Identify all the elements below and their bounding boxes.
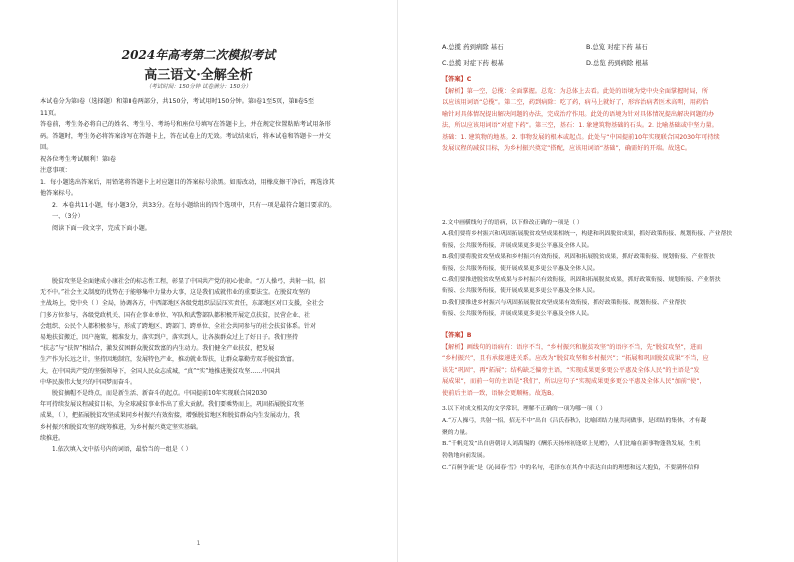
q2-option-line: 衔接、公共服务衔接，并展成果更多更公平惠及全体人民。 bbox=[442, 311, 593, 318]
intro-block bbox=[40, 96, 381, 234]
analysis-line: 展成果”，而前一句的主语是“我们”，所以应句子“实现成果更多更公平惠及全体人民”加前“使”， bbox=[442, 378, 706, 385]
analysis-line: 基础：1. 建筑物的地基。2. 事物发展的根本或起点。此处与“中国提前10年实现联合国2030年可持续 bbox=[442, 133, 720, 141]
question-3: 3.以下对成文相关的文学常识，理解不正确的一项为哪一项（ ） bbox=[442, 406, 606, 412]
q2-option-line: D.我们要推进乡村振兴与巩固拓展脱贫攻坚成果有效衔接，抓好政策衔接、规划衔接、产业帮扶 bbox=[442, 299, 686, 306]
q1-option-b: B.总览 对症下药 基石 bbox=[586, 43, 648, 51]
answer-label: 【答案】C bbox=[442, 76, 472, 83]
q3-option-line: C.“百舸争流”是《沁园春·雪》中的名句，毛泽东在其作中表达自由的理想和远大抱负，不要满怀信仰 bbox=[442, 464, 700, 471]
intro-line: 回。 bbox=[40, 144, 53, 151]
section-heading: 一、（3分） bbox=[52, 213, 84, 220]
answer-block-2 bbox=[442, 330, 783, 399]
passage-line: 年可持续发展议程减贫目标，为全球减贫事业作出了重大贡献。我们要乘势而上，巩固拓展脱贫攻坚 bbox=[40, 401, 305, 409]
passage-line: 会组织、公民个人都积极参与，形成了跨地区、跨部门、跨单位、全社会共同参与的社会扶贫体系。针对 bbox=[40, 322, 317, 330]
question-3-block bbox=[442, 404, 783, 475]
q2-option-line: C.我们要推进脱贫攻坚成果与乡村振兴有效衔接，巩固和拓展脱贫成果，抓好政策衔接、规划衔接、产业帮扶 bbox=[442, 277, 721, 284]
analysis-line: 【解析】画线句的语病有：语序不当，“乡村振兴和脱贫攻坚”的语序不当，先“脱贫攻坚”，进而 bbox=[442, 343, 703, 351]
q3-option-line: 聚的力量。 bbox=[442, 429, 471, 436]
read-instruction: 阅读下面一段文字，完成下面小题。 bbox=[52, 224, 151, 232]
answer-block-1 bbox=[442, 74, 783, 155]
question-2: 2.文中画横线句子的语病，以下修改正确的一项是（ ） bbox=[442, 220, 583, 226]
passage-line: 易地扶贫搬迁，因户施策，精准发力，落实到户，落实到人，让各族群众过上了好日子。我们坚持 bbox=[40, 334, 299, 342]
passage-line: 无不中。”社会主义制度的优势在于能够集中力量办大事，这是我们成就伟业的重要法宝。在脱贫攻坚的 bbox=[40, 289, 311, 297]
passage-line: 续推进。 bbox=[40, 434, 65, 442]
passage-line: 大，在中国共产党的坚强领导下，全国人民众志成城，“真”“实”地推进脱贫攻坚……中国共 bbox=[40, 367, 281, 375]
analysis-line: “乡村振兴”，且有承接递进关系。应改为“脱贫攻坚和乡村振兴”；“拓展和巩固脱贫成果”不当，应 bbox=[442, 355, 709, 362]
q2-option-line: 衔接，公共服务衔接，使开展成果更多更公平惠及全体人民。 bbox=[442, 265, 599, 272]
analysis-line: 法，所以应该用词语“对症下药”。第三空，基石：1. 象建筑物基础的石头。2. 比喻基础或中坚力量。 bbox=[442, 122, 718, 129]
passage-block bbox=[40, 276, 381, 455]
passage-line: “扶志”与“扶智”相结合，激发贫困群众脱贫致富的内生动力。我们健全产业扶贫，把发展 bbox=[40, 345, 275, 353]
notice-line: 2．本卷共11小题，每小题3分，共33分。在每小题给出的四个选项中，只有一项是最符合题目要求的。 bbox=[52, 201, 336, 209]
analysis-line: 使前后主语一致，语脉会更顺畅。故选B。 bbox=[442, 389, 558, 397]
q2-option-line: 衔接、公共服务衔接，使开展成果更多更公平惠及全体人民。 bbox=[442, 288, 599, 295]
q3-option-line: A.“万人操弓，共射一招，招无不中”出自《吕氏春秋》，比喻团结力量共同做事，是团结的集体，才有凝 bbox=[442, 417, 707, 424]
analysis-line: 喻针对具体情况提出解决问题的办法，完成治疗作用。此处的语境为针对具体情况提出解决问题的办 bbox=[442, 110, 715, 118]
page-number: 1 bbox=[196, 540, 201, 547]
passage-line: 成果，（ ），把拓展脱贫攻坚成果同乡村振兴有效衔接，增强脱贫地区和脱贫群众内生发展动力，我 bbox=[40, 412, 300, 420]
q3-option-line: B.“千帆竞发”出自唐朝诗人刘禹锡的《酬乐天扬州初逢席上见赠》，人们比喻在新事物蓬勃发展，生机 bbox=[442, 441, 701, 448]
q1-option-c: C.总揽 对症下药 根基 bbox=[442, 59, 504, 67]
exam-subtitle: 高三语文·全解全析 bbox=[144, 68, 253, 83]
question-1: 1.依次填入文中括号内的词语，最恰当的一组是（ ） bbox=[52, 446, 192, 454]
passage-line: 乡村振兴和脱贫攻坚的统筹推进，为乡村振兴奠定坚实基础。 bbox=[40, 423, 203, 431]
intro-line: 码。答题时，考生务必将答案涂写在答题卡上，答在试卷上的无效。考试结束后，将本试卷和答题卡一并交 bbox=[40, 132, 331, 140]
passage-line: 主战场上，党中央（ ）全局，协调各方，中西部地区各级党组织层层压实责任，东部地区对口支援，全社会 bbox=[40, 300, 324, 308]
intro-line: 祝各位考生考试顺利！第Ⅰ卷 bbox=[40, 155, 117, 163]
notice-title: 注意事项： bbox=[40, 167, 71, 174]
intro-line: 本试卷分为第Ⅰ卷（选择题）和第Ⅱ卷两部分，共150分，考试用时150分钟。第Ⅰ卷1至5页，第Ⅱ卷5至 bbox=[40, 98, 315, 105]
intro-line: 11页。 bbox=[40, 109, 61, 117]
passage-line: 中华民族伟大复兴的中国梦而奋斗。 bbox=[40, 378, 137, 386]
q2-option-line: 衔接，公共服务衔接，并展成果更多更公平惠及全体人民。 bbox=[442, 242, 593, 249]
exam-time-info: （考试时间：150分钟 试卷满分：150分） bbox=[145, 84, 252, 90]
passage-line: 脱贫摘帽不是终点，而是新生活、新奋斗的起点。中国提前10年实现联合国2030 bbox=[52, 390, 267, 398]
analysis-line: 发展议程的减贫目标，为乡村振兴奠定”搭配，应该用词语“基础”，确需好的开端。故选C。 bbox=[442, 145, 692, 152]
answer-label: 【答案】B bbox=[442, 332, 472, 339]
analysis-line: 以应该用词语“总揽”。第二空，药到病除：吃了药，病马上就好了，形容治病者医术高明，用药恰 bbox=[442, 99, 709, 106]
q1-option-a: A.总揽 药到病除 基石 bbox=[442, 43, 504, 51]
notice-line: 他答案标号。 bbox=[40, 190, 78, 197]
exam-title: 2024年高考第二次模拟考试 bbox=[121, 48, 276, 62]
analysis-line: 【解析】第一空，总揽：全面掌握。总览：为总体上去看。此处的语境为党中央全面掌握时局，所 bbox=[442, 87, 709, 95]
right-page bbox=[397, 0, 794, 562]
q2-option-line: A.我们要将乡村振兴和巩固拓展脱贫攻坚成果相统一，构建和巩固脱贫成果，抓好政策衔接、规划衔接、产业帮扶 bbox=[442, 231, 733, 238]
q3-option-line: 勃勃地向前发展。 bbox=[442, 453, 489, 460]
question-2-block bbox=[442, 218, 783, 321]
q1-option-d: D.总览 药到病除 根基 bbox=[586, 59, 649, 67]
passage-line: 门多方位参与，各级党政机关、国有企事业单位、军队和武警部队都积极开展定点扶贫，民营企业、社 bbox=[40, 311, 311, 319]
passage-line: 脱贫攻坚是全面建成小康社会的标志性工程，彰显了中国共产党的初心使命。“万人操弓，共射一招，招 bbox=[52, 278, 326, 285]
passage-line: 生产作为长远之计，坚持因地制宜，发展特色产业，推动就业帮扶，让群众靠勤劳双手脱贫致富。 bbox=[40, 356, 299, 364]
intro-line: 答卷前，考生务必将自己的姓名、考生号、考场号和座位号填写在答题卡上，并在规定位置粘贴考试用条形 bbox=[40, 121, 331, 128]
q2-option-line: B.我们要将脱贫攻坚成果和乡村振兴有效衔接，巩固和拓展脱贫成果，抓好政策衔接、规划衔接、产业帮扶 bbox=[442, 254, 715, 261]
notice-line: 1．每小题选出答案后，用铅笔将答题卡上对应题目的答案标号涂黑。如需改动，用橡皮擦干净后，再选涂其 bbox=[40, 178, 335, 186]
analysis-line: 该先“巩固”，再“拓展”；结构缺乏偏旁主语，“实现成果更多更公平惠及全体人民”的主语是“发 bbox=[442, 366, 700, 374]
